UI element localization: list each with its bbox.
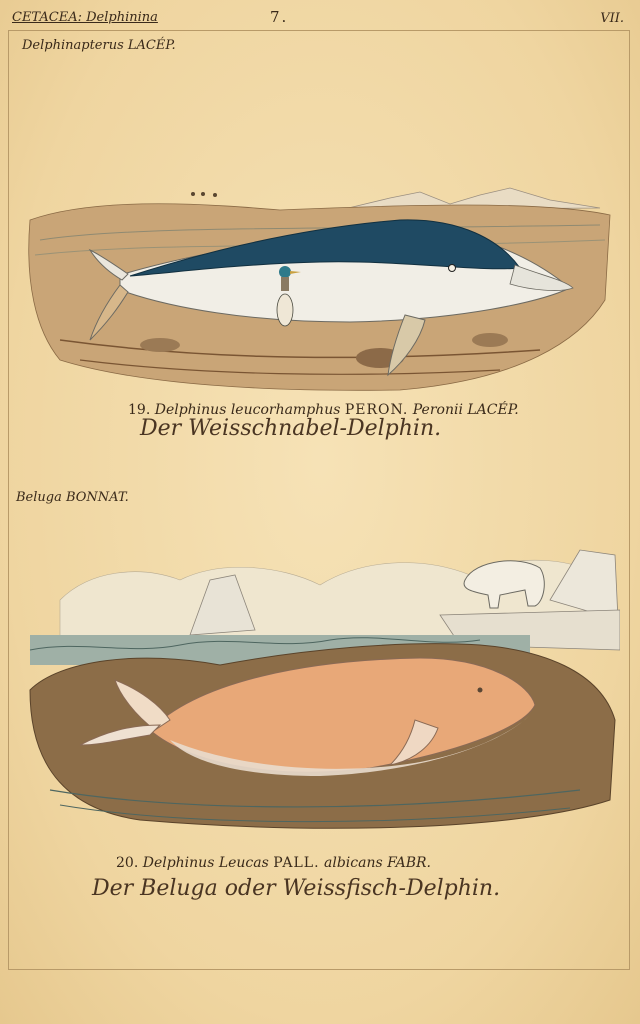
caption-synonym: albicans FABR. bbox=[324, 855, 432, 871]
caption-german-20: Der Beluga oder Weissfisch-Delphin. bbox=[92, 876, 501, 901]
caption-german-19: Der Weisschnabel-Delphin. bbox=[140, 416, 442, 441]
caption-number: 20. bbox=[116, 855, 139, 871]
caption-number: 19. bbox=[128, 402, 151, 418]
caption-species-20 bbox=[116, 855, 431, 871]
section-label-beluga: Beluga BONNAT. bbox=[16, 490, 129, 505]
caption-author: PERON. bbox=[344, 402, 409, 418]
section-label-delphinapterus: Delphinapterus LACÉP. bbox=[22, 38, 176, 53]
header-title: CETACEA: Delphinina bbox=[12, 10, 158, 25]
caption-synonym: Peronii LACÉP. bbox=[412, 402, 519, 418]
page-number: 7. bbox=[270, 8, 289, 26]
plate-number: VII. bbox=[600, 11, 624, 26]
page-header bbox=[8, 6, 630, 28]
caption-latin: Delphinus Leucas bbox=[142, 855, 269, 871]
caption-latin: Delphinus leucorhamphus bbox=[154, 402, 341, 418]
white-beaked-dolphin-illustration bbox=[20, 180, 620, 395]
caption-author: PALL. bbox=[273, 855, 320, 871]
beluga-whale-illustration bbox=[20, 540, 620, 840]
